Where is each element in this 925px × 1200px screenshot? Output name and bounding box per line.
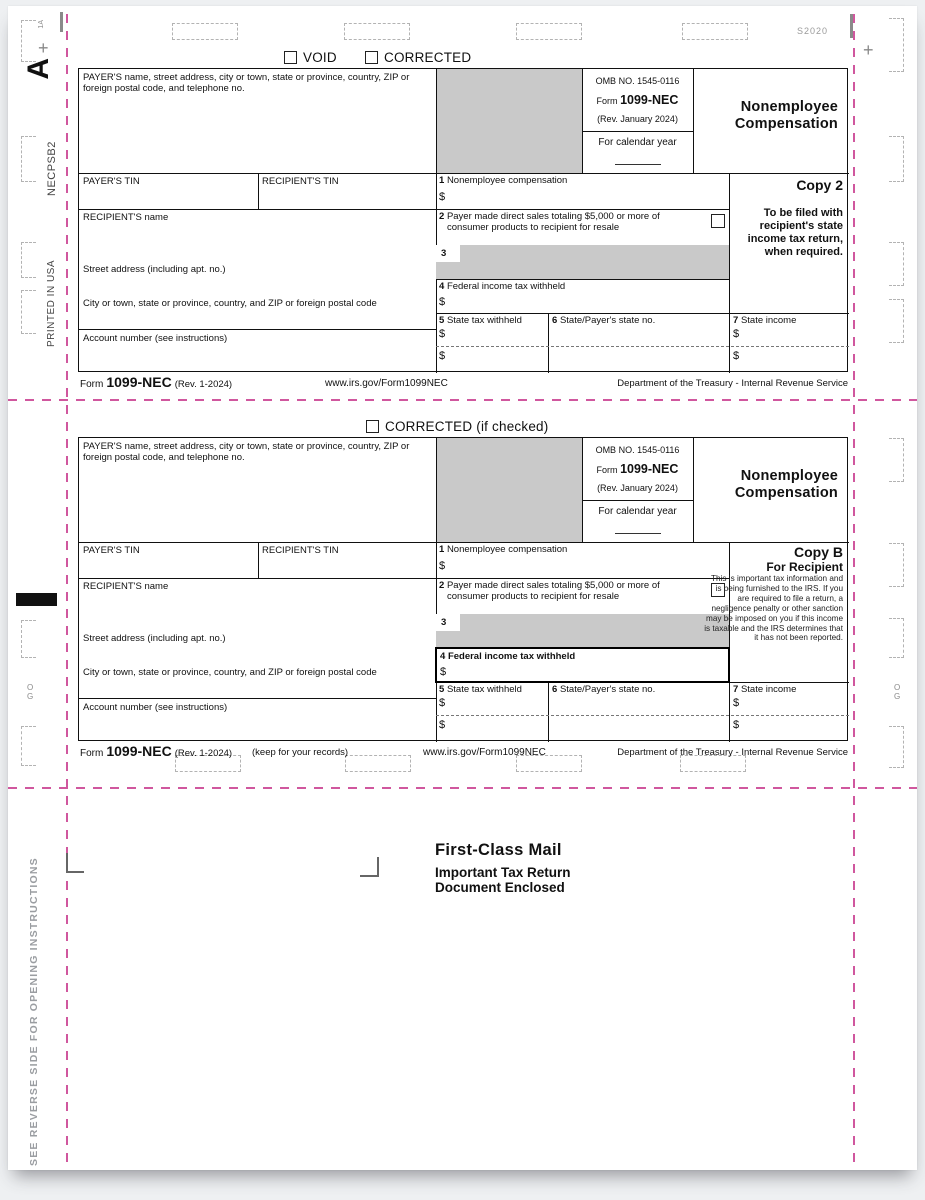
sequence-letter-a: A (22, 58, 55, 80)
box7-amount-field-2[interactable]: $ (733, 719, 740, 731)
black-registration-block (16, 593, 57, 606)
glue-bracket (889, 438, 904, 482)
address-window-corner-right (360, 857, 379, 877)
calendar-year-label: For calendar year (598, 137, 677, 148)
shaded-box (436, 438, 582, 542)
box3-label: 3 (436, 245, 460, 262)
city-label: City or town, state or province, country, and ZIP or foreign postal code (83, 667, 377, 678)
copy-designation: Copy B (794, 544, 843, 560)
opening-instructions-vertical: SEE REVERSE SIDE FOR OPENING INSTRUCTIONS (28, 857, 40, 1166)
void-checkbox[interactable] (284, 51, 297, 64)
form-revision: (Rev. January 2024) (597, 114, 678, 124)
glue-bracket (889, 18, 904, 72)
omb-block (582, 69, 693, 131)
omb-number: OMB NO. 1545-0116 (595, 76, 680, 86)
grid-line (693, 69, 694, 173)
box5-amount-field[interactable]: $ (439, 697, 446, 709)
footer-keep-note: (keep for your records) (252, 747, 349, 758)
glue-bracket (889, 242, 904, 286)
grid-line (258, 542, 259, 578)
box1-label: 1 Nonemployee compensation (439, 175, 568, 186)
form-revision: (Rev. January 2024) (597, 483, 678, 493)
perforation-line-right (853, 14, 855, 1164)
form-footer (78, 743, 848, 761)
form-number: Form 1099-NEC (596, 462, 679, 476)
recipient-name-label: RECIPIENT'S name (83, 581, 169, 592)
box5-amount-field[interactable]: $ (439, 328, 446, 340)
box4-label: 4 Federal income tax withheld (439, 281, 566, 292)
box5-amount-field-2[interactable]: $ (439, 350, 446, 362)
footer-url[interactable]: www.irs.gov/Form1099NEC (325, 378, 448, 389)
copy-instructions: To be filed with recipient's state income tax return, when required. (747, 207, 843, 258)
box6-label: 6 State/Payer's state no. (552, 315, 656, 326)
grid-line (548, 313, 549, 373)
box3-shaded (436, 245, 729, 279)
glue-tab (682, 23, 748, 40)
box2-checkbox[interactable] (711, 214, 725, 228)
grid-line (79, 698, 436, 699)
perforation-line-left (66, 14, 68, 1164)
box7-label: 7 State income (733, 684, 797, 695)
footer-form-id: Form 1099-NEC (Rev. 1-2024) (80, 743, 233, 759)
city-label: City or town, state or province, country, and ZIP or foreign postal code (83, 298, 377, 309)
form-1099nec-copy-2 (78, 48, 848, 394)
grid-line (258, 173, 259, 209)
registration-plus-mark: + (38, 38, 49, 58)
glue-bracket (889, 726, 904, 768)
calendar-year-label: For calendar year (598, 506, 677, 517)
copy-recipient-label: For Recipient (766, 560, 843, 574)
box4-label: 4 Federal income tax withheld (440, 651, 576, 662)
copy-instructions: This is important tax information and is being furnished to the IRS. If you are required to file a return, a negligence penalty or other sanction may be imposed on you if this income is taxable and the IRS determines that it has not been reported. (704, 574, 843, 643)
footer-form-id: Form 1099-NEC (Rev. 1-2024) (80, 374, 233, 390)
glue-bracket (21, 20, 36, 62)
corrected-checkbox[interactable] (365, 51, 378, 64)
box3-shaded (436, 614, 729, 648)
form-number: Form 1099-NEC (596, 93, 679, 107)
payer-tin-label: PAYER'S TIN (83, 545, 140, 556)
grid-line (79, 329, 436, 330)
form-1099nec-copy-b (78, 417, 848, 763)
corrected-label: CORRECTED (if checked) (385, 419, 549, 434)
glue-tab (516, 23, 582, 40)
printed-in-usa-vertical: PRINTED IN USA (46, 259, 57, 347)
perforation-line-middle (8, 399, 917, 401)
box5-label: 5 State tax withheld (439, 315, 522, 326)
footer-department: Department of the Treasury - Internal Revenue Service (617, 378, 848, 389)
payer-info-label: PAYER'S name, street address, city or town, state or province, country, ZIP or foreign postal code, and telephone no. (83, 441, 410, 463)
og-mark-right: O G (894, 683, 901, 701)
state-row-divider (436, 715, 849, 716)
box7-label: 7 State income (733, 315, 797, 326)
recipient-name-label: RECIPIENT'S name (83, 212, 169, 223)
omb-block (582, 438, 693, 500)
grid-line (582, 500, 693, 501)
registration-tick-right (850, 14, 853, 38)
plate-code-1a: 1A (38, 20, 45, 29)
glue-bracket (21, 726, 36, 766)
glue-bracket (889, 543, 904, 587)
form-grid (78, 68, 848, 372)
corrected-label: CORRECTED (384, 50, 472, 65)
box2-label: 2 Payer made direct sales totaling $5,000 or more of consumer products to recipient for resale (439, 580, 660, 602)
box7-amount-field-2[interactable]: $ (733, 350, 740, 362)
box5-amount-field-2[interactable]: $ (439, 719, 446, 731)
box5-label: 5 State tax withheld (439, 684, 522, 695)
grid-line (548, 682, 549, 742)
footer-department: Department of the Treasury - Internal Revenue Service (617, 747, 848, 758)
street-address-label: Street address (including apt. no.) (83, 633, 226, 644)
corrected-checkbox[interactable] (366, 420, 379, 433)
form-footer (78, 374, 848, 392)
form-stock-number-vertical: NECPSB2 (46, 141, 58, 196)
box2-label: 2 Payer made direct sales totaling $5,000 or more of consumer products to recipient for resale (439, 211, 660, 233)
glue-bracket (21, 290, 36, 334)
state-row-divider (436, 346, 849, 347)
glue-bracket (21, 620, 36, 658)
grid-line (582, 131, 693, 132)
account-number-label: Account number (see instructions) (83, 333, 228, 344)
box4-amount-field[interactable]: $ (440, 666, 447, 678)
shaded-box (436, 69, 582, 173)
calendar-year-blank[interactable] (615, 533, 661, 534)
og-mark-left: O G (27, 683, 34, 701)
glue-bracket (889, 618, 904, 658)
mailer-text-block (435, 841, 571, 895)
grid-line (693, 438, 694, 542)
glue-tab (172, 23, 238, 40)
box1-label: 1 Nonemployee compensation (439, 544, 568, 555)
form-title: Nonemployee Compensation (734, 468, 838, 501)
registration-tick-left (60, 12, 63, 32)
footer-url[interactable]: www.irs.gov/Form1099NEC (423, 747, 546, 758)
box1-amount-field[interactable]: $ (439, 560, 446, 572)
grid-line (582, 69, 583, 173)
grid-line (436, 438, 437, 742)
box3-label: 3 (436, 614, 460, 631)
omb-number: OMB NO. 1545-0116 (595, 445, 680, 455)
recipient-tin-label: RECIPIENT'S TIN (262, 545, 339, 556)
first-class-mail-label: First-Class Mail (435, 841, 562, 859)
payer-info-label: PAYER'S name, street address, city or town, state or province, country, ZIP or foreign postal code, and telephone no. (83, 72, 410, 94)
copy-designation: Copy 2 (796, 177, 843, 193)
box7-amount-field[interactable]: $ (733, 697, 740, 709)
registration-plus-mark: + (863, 40, 874, 60)
street-address-label: Street address (including apt. no.) (83, 264, 226, 275)
glue-bracket (889, 136, 904, 182)
address-window-corner-left (66, 853, 84, 873)
grid-line (436, 69, 437, 373)
form-title: Nonemployee Compensation (734, 99, 838, 132)
account-number-label: Account number (see instructions) (83, 702, 228, 713)
perforation-line-lower (8, 787, 917, 789)
stock-code: S2020 (797, 26, 829, 36)
payer-tin-label: PAYER'S TIN (83, 176, 140, 187)
glue-bracket (889, 299, 904, 343)
form-grid (78, 437, 848, 741)
tax-document-note: Important Tax Return Document Enclosed (435, 865, 571, 895)
grid-line (582, 438, 583, 542)
box4-amount-field[interactable]: $ (439, 296, 446, 308)
glue-bracket (21, 242, 36, 278)
void-label: VOID (303, 50, 337, 65)
recipient-tin-label: RECIPIENT'S TIN (262, 176, 339, 187)
calendar-year-blank[interactable] (615, 164, 661, 165)
grid-line (729, 173, 730, 373)
box6-label: 6 State/Payer's state no. (552, 684, 656, 695)
glue-tab (344, 23, 410, 40)
glue-bracket (21, 136, 36, 182)
box7-amount-field[interactable]: $ (733, 328, 740, 340)
box1-amount-field[interactable]: $ (439, 191, 446, 203)
